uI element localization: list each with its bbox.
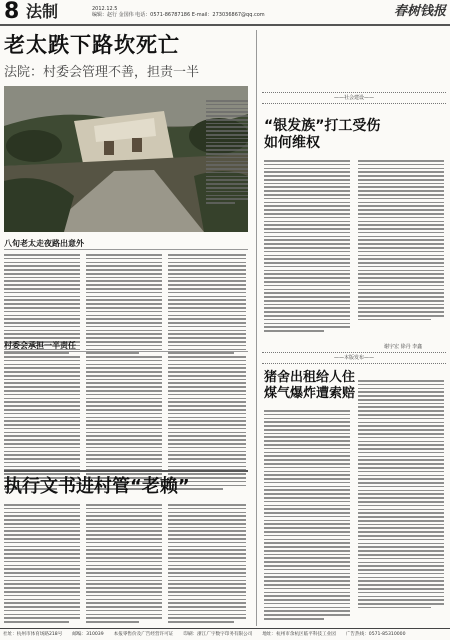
column-divider [256,30,257,626]
body-text-col3 [168,254,246,354]
section-heading-1: 八旬老太走夜路出意外 [4,239,84,248]
divider [4,249,248,250]
right-text-col2 [358,160,444,320]
page-number: 8 [4,0,20,24]
body-text-col8 [86,504,162,623]
divider [4,470,248,472]
body-text-col2 [86,254,162,354]
byline: 谢宇宏 徐丹 李鑫 [384,344,423,350]
right-headline-2a: 猪舍出租给人住 [264,370,356,385]
footer-item: 社址：杭州市体育场路218号 [3,632,63,637]
page-footer [0,628,450,640]
second-headline: 执行文书进村管“老赖” [4,476,190,497]
right-sub-banner: ——本版发布—— [262,352,446,364]
body-text-col9 [168,504,246,623]
footer-item: 本报零售价及广告经营许可证 [113,632,174,637]
right-headline-1b: 如何维权 [264,135,320,151]
right-text-col1 [264,160,350,332]
intro-paragraph [206,100,248,204]
body-text-col7 [4,504,80,623]
footer-item: 印刷：浙江广宇数字印务有限公司 [183,632,253,637]
divider [4,351,248,352]
issue-date: 2012.12.5 [92,6,118,12]
right-text-col4 [358,380,444,608]
section-heading-2: 村委会承担一半责任 [4,341,76,350]
footer-item: 广告热线：0571-85310000 [345,632,406,637]
masthead [0,0,450,26]
paper-name: 春树钱报 [393,4,446,19]
right-banner: ——社会建设—— [262,92,446,104]
footer-item: 邮编：310039 [72,632,104,637]
editor-info: 编辑：赵行 金国伟 电话：0571-86787186 E-mail：273036867@qq.com [92,12,265,18]
section-title: 法制 [26,2,59,21]
masthead-meta [92,6,265,18]
main-headline: 老太跌下路坎死亡 [4,33,180,57]
footer-item: 地址：杭州市余杭区临平科技工业园 [262,632,336,637]
right-headline-1a: “银发族”打工受伤 [264,118,381,134]
right-headline-2b: 煤气爆炸遭索赔 [264,386,356,401]
body-text-col1 [4,254,80,354]
main-subhead: 法院：村委会管理不善，担责一半 [4,65,200,80]
right-text-col3 [264,410,350,620]
